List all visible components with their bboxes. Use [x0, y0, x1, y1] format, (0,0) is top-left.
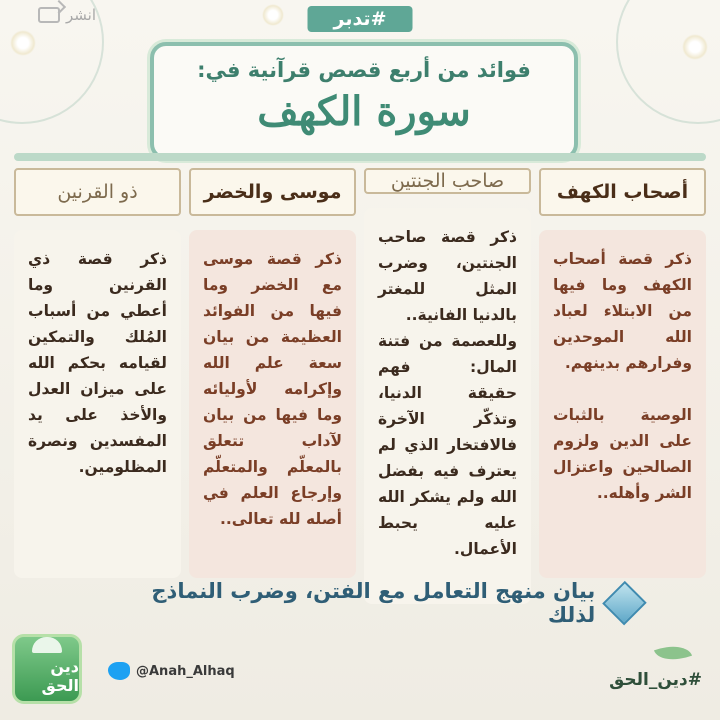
column-title: موسى والخضر: [189, 168, 356, 216]
hashtag-tadabbur[interactable]: #تدبر: [308, 6, 413, 32]
column-paragraph: ذكر قصة موسى مع الخضر وما فيها من الفوائد العظيمة من بيان سعة علم الله وإكرامه لأوليائه وما فيها من بيان لآداب تتعلق بالمعلّم والمتعلّم وإرجاع العلم في أصله لله تعالى..: [203, 250, 342, 528]
diamond-icon: [602, 581, 646, 625]
share-label: انشر: [66, 6, 96, 24]
footer-bar: [0, 630, 720, 720]
column-title: أصحاب الكهف: [539, 168, 706, 216]
header-frame: [150, 42, 578, 160]
corner-ornament-right: [616, 0, 720, 124]
page-title: سورة الكهف: [257, 88, 471, 135]
stories-columns: [14, 168, 706, 578]
column-dhul-qarnayn: [14, 168, 181, 578]
column-title: ذو القرنين: [14, 168, 181, 216]
flower-decoration-right: [682, 34, 708, 60]
din-alhaq-logo[interactable]: [12, 634, 82, 704]
flower-decoration-left: [10, 30, 36, 56]
column-paragraph: الوصية بالثبات على الدين ولزوم الصالحين واعتزال الشر وأهله..: [553, 406, 692, 502]
summary-note: [120, 579, 640, 627]
column-body: [189, 230, 356, 578]
column-body: [14, 230, 181, 578]
column-title: صاحب الجنتين: [364, 168, 531, 194]
column-paragraph: ذكر قصة صاحب الجنتين، وضرب المثل للمغتر بالدنيا الفانية..: [378, 228, 517, 324]
twitter-handle: @Anah_Alhaq: [136, 663, 235, 679]
leaf-decoration: [654, 639, 692, 668]
column-musa-wal-khidr: [189, 168, 356, 578]
header-subtitle: فوائد من أربع قصص قرآنية في:: [197, 58, 531, 82]
twitter-icon: [108, 662, 130, 680]
column-sahib-al-jannatayn: [364, 168, 531, 578]
flower-decoration-top: [262, 4, 284, 26]
hashtag-din-alhaq[interactable]: #دين_الحق: [609, 670, 702, 690]
share-icon: [38, 7, 60, 23]
logo-text: دين الحق: [41, 657, 79, 695]
column-paragraph: وللعصمة من فتنة المال: فهم حقيقة الدنيا، وتذكّر الآخرة فالافتخار الذي لم يعترف فيه بفضل الله ولم يشكر الله عليه يحبط الأعمال.: [378, 332, 517, 558]
column-paragraph: ذكر قصة ذي القرنين وما أعطي من أسباب المُلك والتمكين لقيامه بحكم الله على ميزان العدل والأخذ على يد المفسدين ونصرة المظلومين.: [28, 250, 167, 476]
twitter-link[interactable]: [108, 662, 235, 680]
column-paragraph: ذكر قصة أصحاب الكهف وما فيها من الابتلاء لعباد الله الموحدين وفرارهم بدينهم.: [553, 250, 692, 372]
summary-text: بيان منهج التعامل مع الفتن، وضرب النماذج لذلك: [151, 579, 596, 627]
column-ashab-al-kahf: [539, 168, 706, 578]
column-body: [364, 208, 531, 604]
column-body: [539, 230, 706, 578]
share-button[interactable]: [38, 6, 96, 24]
divider-band: [14, 153, 706, 161]
mosque-dome-icon: [32, 637, 62, 653]
